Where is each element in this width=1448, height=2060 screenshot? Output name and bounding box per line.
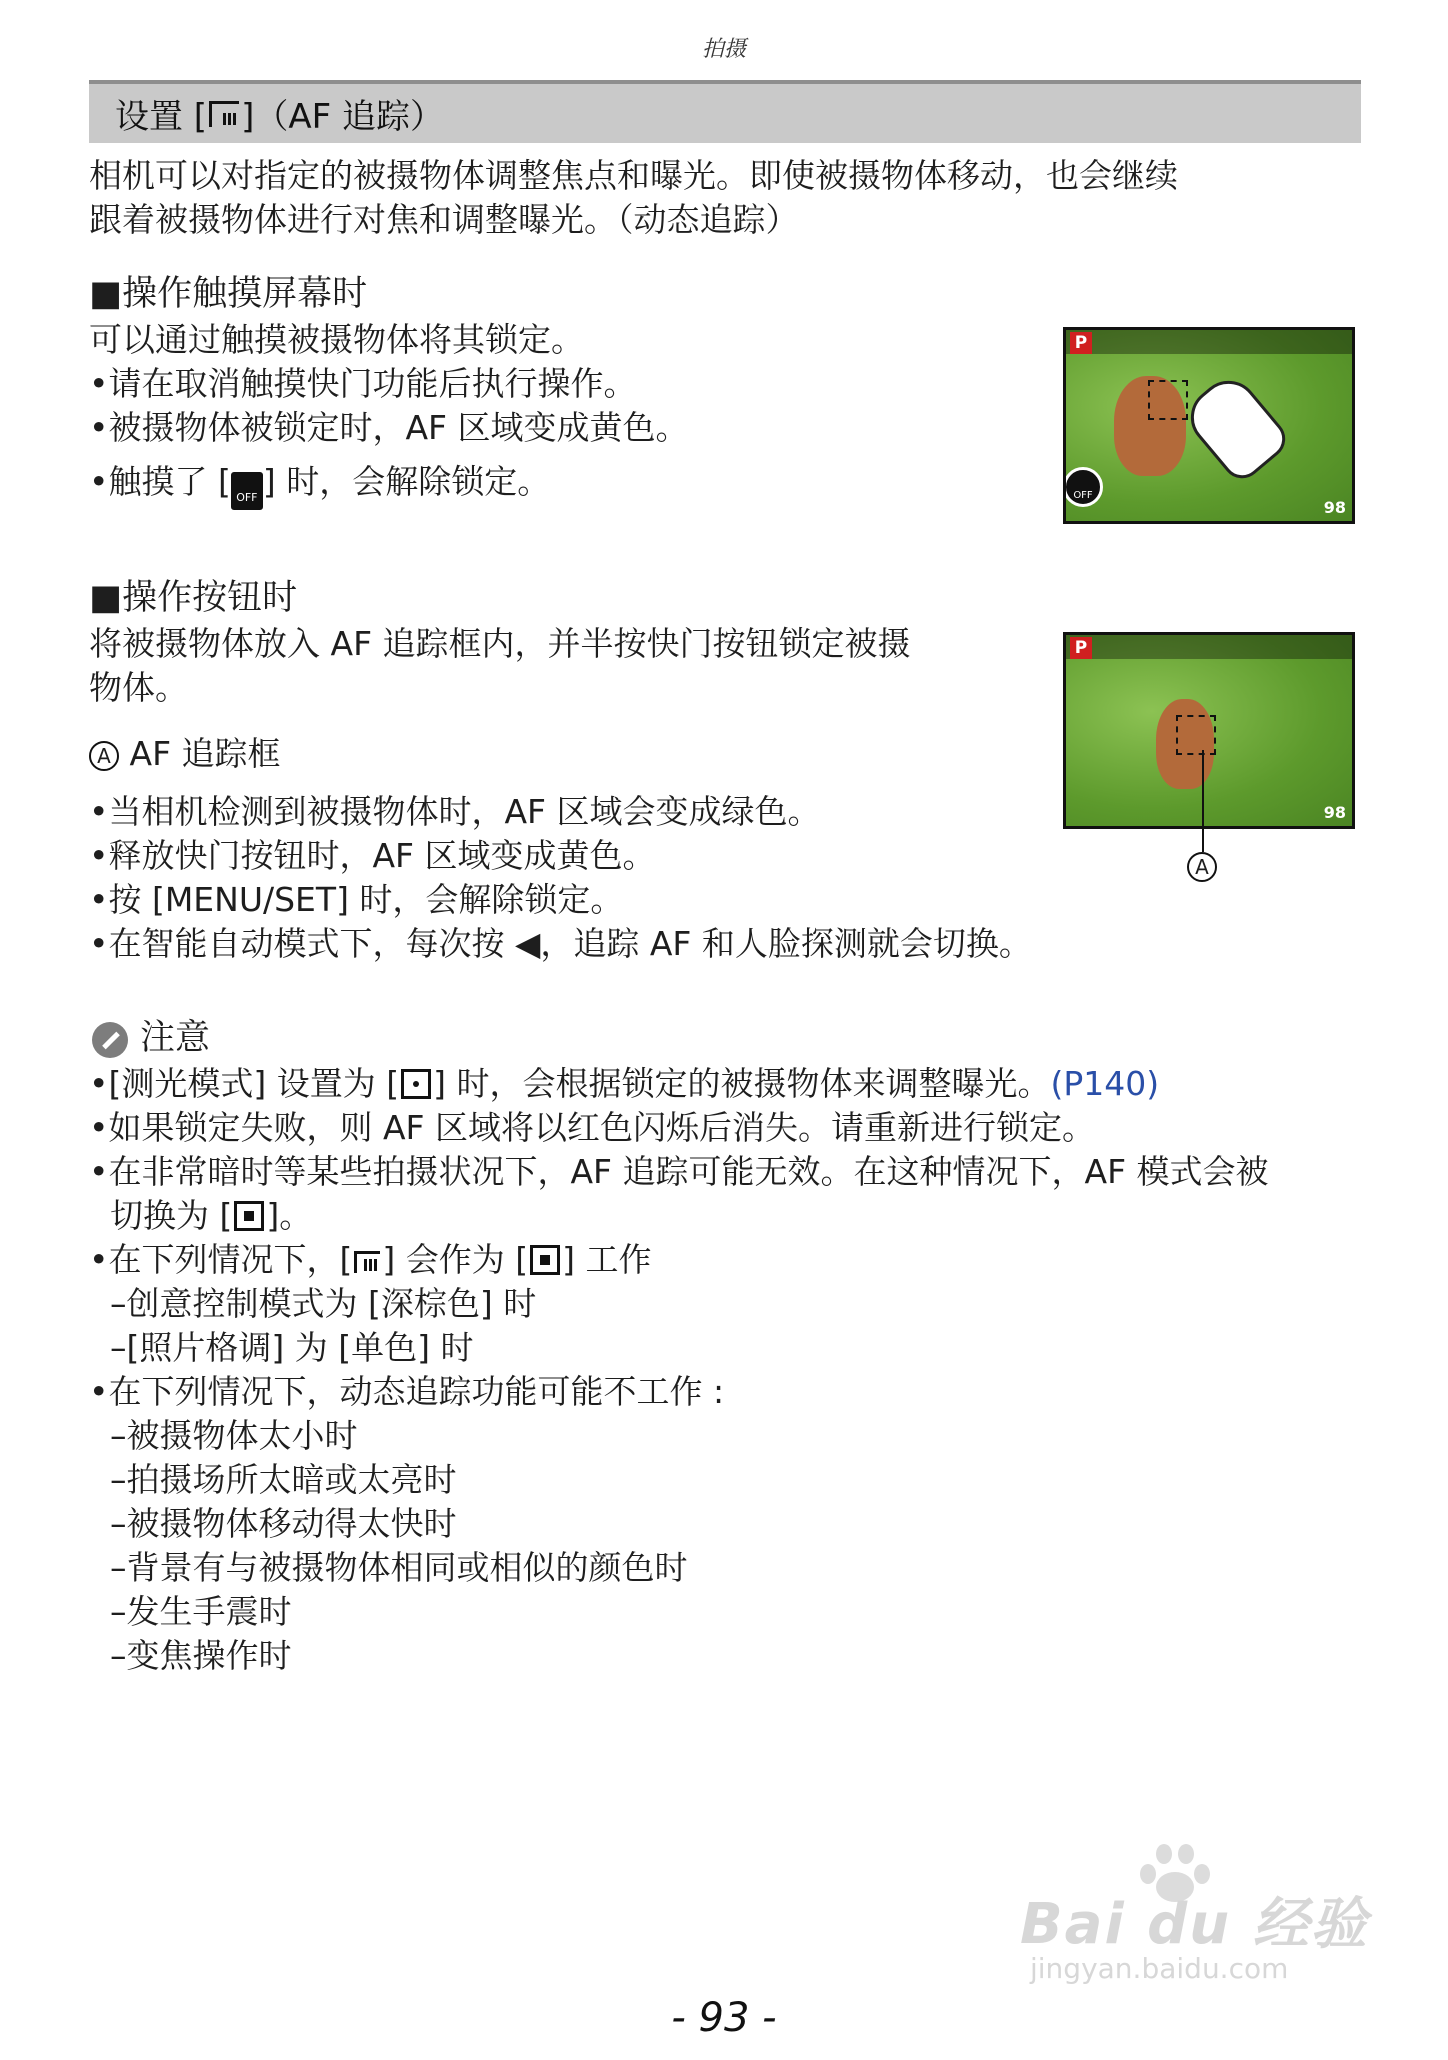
button-bullet-4: •在智能自动模式下，每次按 ◀，追踪 AF 和人脸探测就会切换。 <box>89 924 1032 963</box>
single-area-af-icon <box>530 1245 560 1275</box>
af-frame-callout-label <box>89 732 281 776</box>
touch-bullet-3-suffix: ] 时，会解除锁定。 <box>262 462 551 501</box>
af-tracking-frame <box>1148 380 1188 420</box>
callout-text: AF 追踪框 <box>129 734 281 773</box>
note-1-mid: ] 时，会根据锁定的被摄物体来调整曝光。 <box>433 1064 1051 1103</box>
note-item-5: •在下列情况下，动态追踪功能可能不工作 : <box>89 1372 725 1411</box>
shots-remaining: 98 <box>1323 803 1346 822</box>
status-bar <box>1066 330 1352 354</box>
button-screen-illustration <box>1063 632 1355 829</box>
page-reference-link[interactable]: (P140) <box>1050 1064 1160 1103</box>
note-4-suffix: ] 工作 <box>562 1240 652 1279</box>
button-heading: ■操作按钮时 <box>89 578 298 618</box>
button-bullet-2: •释放快门按钮时，AF 区域变成黄色。 <box>89 836 656 875</box>
af-tracking-icon <box>209 101 239 127</box>
note-5-sub-1: –被摄物体太小时 <box>110 1416 358 1455</box>
callout-marker-diagram: A <box>1187 852 1217 882</box>
mode-badge: P <box>1070 332 1092 354</box>
note-4-prefix: •在下列情况下，[ <box>89 1240 353 1279</box>
touch-desc: 可以通过触摸被摄物体将其锁定。 <box>89 320 584 359</box>
touch-off-button[interactable]: OFF <box>1063 467 1103 507</box>
callout-line <box>1202 750 1204 852</box>
note-item-1 <box>89 1062 1159 1106</box>
section-title <box>89 80 1361 143</box>
note-item-3-line-1: •在非常暗时等某些拍摄状况下，AF 追踪可能无效。在这种情况下，AF 模式会被 <box>89 1152 1269 1191</box>
mode-badge: P <box>1070 637 1092 659</box>
note-pencil-icon <box>92 1022 128 1058</box>
section-title-prefix: 设置 [ <box>115 97 208 137</box>
touch-screen-illustration <box>1063 327 1355 524</box>
note-5-sub-2: –拍摄场所太暗或太亮时 <box>110 1460 457 1499</box>
touch-bullet-3 <box>89 460 550 510</box>
note-heading: 注意 <box>140 1018 211 1058</box>
note-item-2: •如果锁定失败，则 AF 区域将以红色闪烁后消失。请重新进行锁定。 <box>89 1108 1096 1147</box>
section-title-suffix: ]（AF 追踪） <box>241 97 444 137</box>
spot-metering-icon <box>401 1069 431 1099</box>
note-3-suffix: ]。 <box>266 1196 313 1235</box>
note-4-mid: ] 会作为 [ <box>382 1240 529 1279</box>
running-title: 拍摄 <box>701 37 746 62</box>
note-item-3-line-2 <box>110 1194 312 1238</box>
callout-marker: A <box>89 741 119 771</box>
note-5-sub-5: –发生手震时 <box>110 1592 292 1631</box>
note-item-4 <box>89 1238 651 1282</box>
button-desc-2: 物体。 <box>89 668 188 707</box>
note-1-prefix: •[测光模式] 设置为 [ <box>89 1064 400 1103</box>
af-tracking-frame <box>1176 715 1216 755</box>
touch-bullet-2: •被摄物体被锁定时，AF 区域变成黄色。 <box>89 408 689 447</box>
note-5-sub-6: –变焦操作时 <box>110 1636 292 1675</box>
button-desc-1: 将被摄物体放入 AF 追踪框内，并半按快门按钮锁定被摄 <box>89 624 911 663</box>
button-bullet-3: •按 [MENU/SET] 时，会解除锁定。 <box>89 880 624 919</box>
touch-off-icon: OFF <box>231 472 263 510</box>
watermark-logo: Bai du 经验 <box>1020 1892 1369 1957</box>
watermark-url: jingyan.baidu.com <box>1030 1952 1289 1985</box>
note-5-sub-4: –背景有与被摄物体相同或相似的颜色时 <box>110 1548 688 1587</box>
note-5-sub-3: –被摄物体移动得太快时 <box>110 1504 457 1543</box>
note-3-prefix: 切换为 [ <box>110 1196 233 1235</box>
single-area-af-icon <box>234 1201 264 1231</box>
note-4-sub-2: –[照片格调] 为 [单色] 时 <box>110 1328 474 1367</box>
intro-line-1: 相机可以对指定的被摄物体调整焦点和曝光。即使被摄物体移动，也会继续 <box>89 156 1178 195</box>
touch-bullet-1: •请在取消触摸快门功能后执行操作。 <box>89 364 637 403</box>
shots-remaining: 98 <box>1323 498 1346 517</box>
af-tracking-icon <box>354 1251 380 1273</box>
note-4-sub-1: –创意控制模式为 [深棕色] 时 <box>110 1284 537 1323</box>
status-bar <box>1066 635 1352 659</box>
intro-line-2: 跟着被摄物体进行对焦和调整曝光。（动态追踪） <box>89 200 799 239</box>
touch-bullet-3-prefix: •触摸了 [ <box>89 462 231 501</box>
button-bullet-1: •当相机检测到被摄物体时，AF 区域会变成绿色。 <box>89 792 821 831</box>
touch-heading: ■操作触摸屏幕时 <box>89 274 368 314</box>
page-number: - 93 - <box>671 1995 777 2041</box>
